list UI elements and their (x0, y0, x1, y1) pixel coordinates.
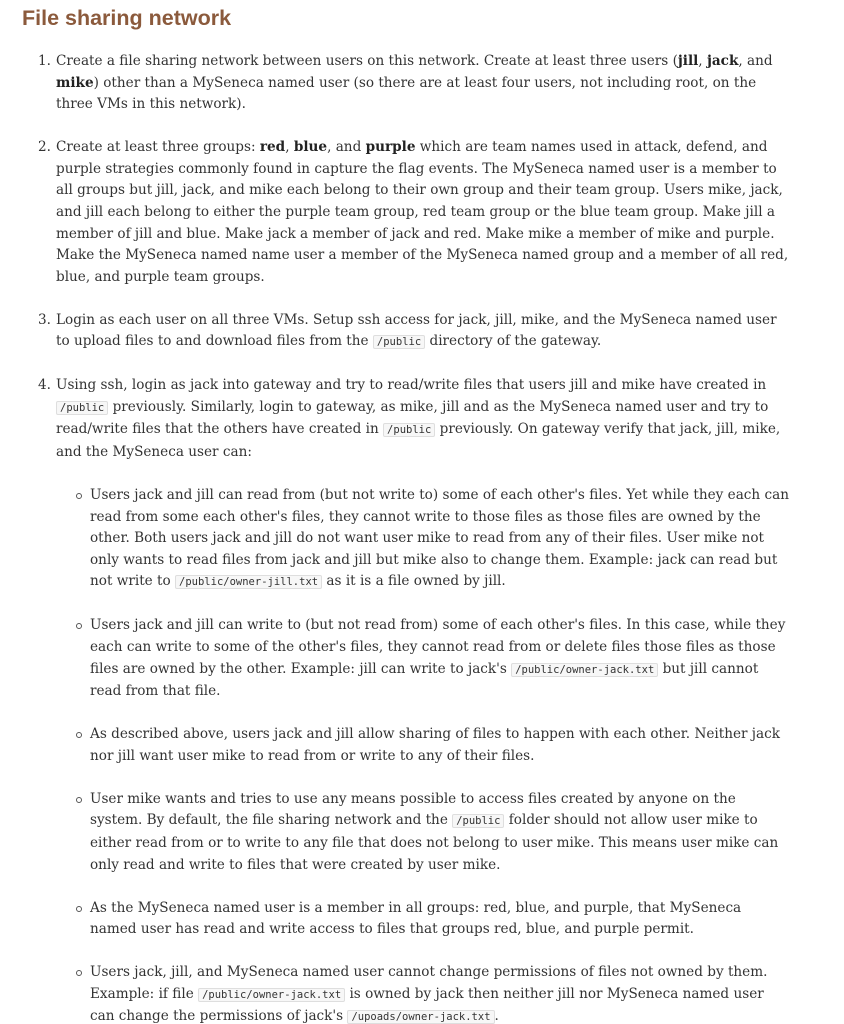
page-title: File sharing network (22, 6, 232, 30)
sub-list-item (90, 485, 791, 594)
bold-user-name: jill (677, 53, 699, 69)
inline-code: /public/owner-jill.txt (175, 575, 322, 589)
inline-code: /public (373, 335, 425, 349)
list-number: 3. (38, 311, 51, 328)
text: As the MySeneca named user is a member in all groups: red, blue, and purple, that MySeneca named user has read and write access to files that groups red, blue, and purple permit. (90, 899, 742, 938)
text: , (698, 53, 707, 69)
list-item (38, 51, 791, 116)
sub-list-item (90, 962, 791, 1024)
text: previously. On gateway verify that jack, jill, mike, and the MySeneca user can: (56, 421, 781, 461)
sub-list-item (90, 898, 791, 941)
bold-user-name: mike (56, 74, 94, 91)
text: . (494, 1008, 499, 1024)
sub-list (56, 485, 791, 1024)
circle-bullet-icon (76, 623, 82, 629)
text: folder should not allow user mike to either read from or to write to any file that does not belong to user mike. This means user mike can only read and write to files that were created by user mike. (90, 812, 779, 873)
text: Users jack and jill can read from (but not write to) some of each other's files. Yet while they each can read from some each other's files, they cannot write to those files as those files are owned by the other. Both users jack and jill do not want user mike to read from any of their files. User mike not only wants to read files from jack and jill but mike also to change them. Example: jack can read but not write to (90, 487, 789, 590)
sub-list-item (90, 789, 791, 876)
task-list (38, 51, 791, 1024)
list-number: 1. (38, 53, 51, 69)
list-item (38, 375, 791, 1024)
circle-bullet-icon (76, 797, 82, 803)
text: Login as each user on all three VMs. Setup ssh access for jack, jill, mike, and the MySeneca named user to upload files to and download files from the (56, 311, 777, 350)
text: but jill cannot read from that file. (90, 660, 759, 700)
text: Users jack, jill, and MySeneca named user cannot change permissions of files not owned by them. Example: if file (90, 964, 768, 1002)
text: Create a file sharing network between users on this network. Create at least three users ( (56, 53, 678, 69)
circle-bullet-icon (76, 970, 82, 976)
circle-bullet-icon (76, 732, 82, 738)
inline-code: /public (383, 423, 435, 437)
text: , and (327, 139, 366, 156)
text: as it is a file owned by jill. (322, 573, 506, 590)
text: , and (738, 53, 773, 69)
inline-code: /public/owner-jack.txt (198, 988, 345, 1002)
text: Create at least three groups: (56, 139, 260, 156)
circle-bullet-icon (76, 906, 82, 912)
list-item (38, 137, 791, 288)
inline-code: /public/owner-jack.txt (511, 663, 658, 677)
inline-code: /public (56, 401, 108, 415)
sub-list-item (90, 615, 791, 702)
sub-list-item (90, 724, 791, 767)
bold-group-name: purple (365, 139, 416, 156)
text: directory of the gateway. (425, 333, 602, 350)
text: ) other than a MySeneca named user (so there are at least four users, not including root, on the three VMs in this network). (56, 74, 757, 113)
text: , (285, 139, 294, 156)
text: User mike wants and tries to use any means possible to access files created by anyone on the system. By default, the file sharing network and the (90, 790, 736, 829)
list-item (38, 310, 791, 354)
text: which are team names used in attack, defend, and purple strategies commonly found in capture the flag events. The MySeneca named user is a member to all groups but jill, jack, and mike each belong to their own group and their team group. Users mike, jack, and jill each belong to either the purple team group, red team group or the blue team group. Make jill a member of jill and blue. Make jack a member of jack and red. Make mike a member of mike and purple. Make the MySeneca named name user a member of the MySeneca named group and a member of all red, blue, and purple team groups. (56, 139, 789, 285)
text: Users jack and jill can write to (but not read from) some of each other's files. In this case, while they each can write to some of the other's files, they cannot read from or delete files those files as those files are owned by the other. Example: jill can write to jack's (90, 617, 786, 677)
list-number: 4. (38, 377, 51, 394)
text: Using ssh, login as jack into gateway and try to read/write files that users jill and mike have created in (56, 377, 767, 394)
text: previously. Similarly, login to gateway, as mike, jill and as the MySeneca named user and try to read/write files that the others have created in (56, 398, 769, 438)
text: is owned by jack then neither jill nor MySeneca named user can change the permissions of jack's (90, 985, 764, 1024)
bold-group-name: blue (293, 139, 328, 156)
text: As described above, users jack and jill allow sharing of files to happen with each other. Neither jack nor jill want user mike to read from or write to any of their files. (90, 726, 780, 764)
circle-bullet-icon (76, 493, 82, 499)
bold-group-name: red (259, 139, 286, 156)
bold-user-name: jack (706, 53, 739, 69)
list-number: 2. (38, 139, 51, 156)
inline-code: /upoads/owner-jack.txt (347, 1010, 494, 1024)
inline-code: /public (452, 814, 504, 828)
